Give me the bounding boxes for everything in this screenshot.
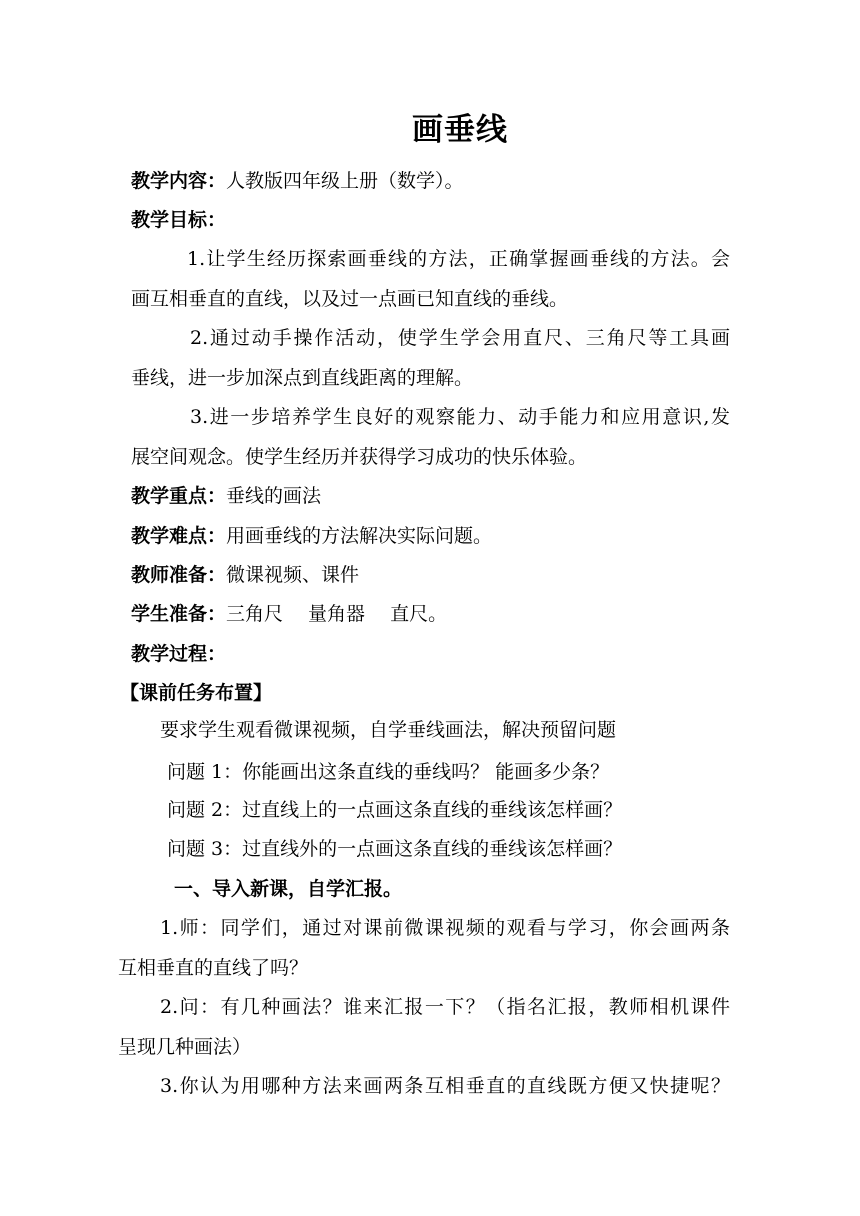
teacher-prep-value: 微课视频、课件 [226,564,360,586]
difficulty-value: 用画垂线的方法解决实际问题。 [226,525,493,547]
student-prep-line [131,602,447,626]
pre-task-intro: 要求学生观看微课视频，自学垂线画法，解决预留问题 [160,719,617,741]
section-1-heading: 一、导入新课，自学汇报。 [174,878,403,900]
question-1: 问题 1：你能画出这条直线的垂线吗？ 能画多少条？ [167,761,610,783]
student-prep-value: 三角尺 量角器 直尺。 [226,603,448,625]
section-1-para-3-line-1: 3.你认为用哪种方法来画两条互相垂直的直线既方便又快捷呢？ [160,1075,730,1097]
goal-3-line-1: 3.进一步培养学生良好的观察能力、动手能力和应用意识,发 [190,406,730,428]
difficulty-label: 教学难点： [131,525,227,547]
teaching-content-value: 人教版四年级上册（数学）。 [226,170,464,192]
section-1-para-1-line-2: 互相垂直的直线了吗？ [118,957,309,979]
goal-1-line-1: 1.让学生经历探索画垂线的方法，正确掌握画垂线的方法。会 [187,248,730,270]
teaching-content-label: 教学内容： [131,170,227,192]
section-1-para-2-line-1: 2.问：有几种画法？谁来汇报一下？（指名汇报，教师相机课件 [160,996,730,1018]
teaching-process-label: 教学过程： [131,643,227,665]
section-1-para-2-line-2: 呈现几种画法） [118,1036,252,1058]
teacher-prep-line [131,563,359,587]
goal-2-line-2: 垂线，进一步加深点到直线距离的理解。 [131,367,474,389]
teaching-goals-label: 教学目标： [131,209,227,231]
goal-3-line-2: 展空间观念。使学生经历并获得学习成功的快乐体验。 [131,446,588,468]
goal-2-line-1: 2.通过动手操作活动，使学生学会用直尺、三角尺等工具画 [190,327,730,349]
teaching-content-line [131,169,464,193]
key-point-line [131,484,321,508]
key-point-label: 教学重点： [131,485,227,507]
document-title: 画垂线 [412,112,508,148]
section-1-para-1-line-1: 1.师：同学们，通过对课前微课视频的观看与学习，你会画两条 [160,917,730,939]
question-3: 问题 3：过直线外的一点画这条直线的垂线该怎样画？ [167,838,623,860]
student-prep-label: 学生准备： [131,603,227,625]
teacher-prep-label: 教师准备： [131,564,227,586]
difficulty-line [131,524,492,548]
question-2: 问题 2：过直线上的一点画这条直线的垂线该怎样画？ [167,799,623,821]
pre-task-heading: 【课前任务布置】 [120,682,273,704]
key-point-value: 垂线的画法 [226,485,322,507]
goal-1-line-2: 画互相垂直的直线，以及过一点画已知直线的垂线。 [131,288,569,310]
